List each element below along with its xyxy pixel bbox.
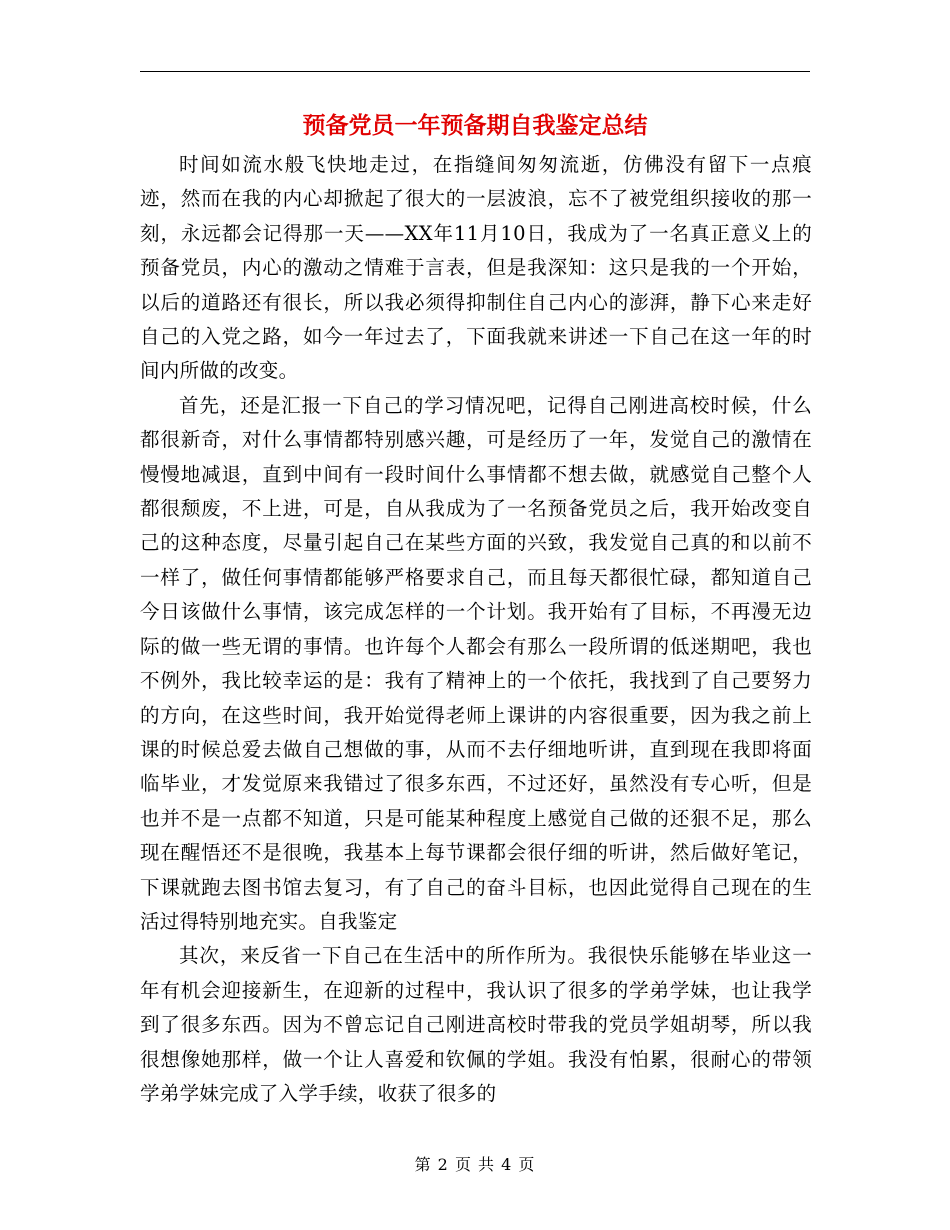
document-title: 预备党员一年预备期自我鉴定总结	[302, 112, 648, 139]
paragraph-study: 首先，还是汇报一下自己的学习情况吧，记得自己刚进高校时候，什么都很新奇，对什么事情都特别感兴趣，可是经历了一年，发觉自己的激情在慢慢地减退，直到中间有一段时间什么事情都不想去做，就感觉自己整个人都很颓废，不上进，可是，自从我成为了一名预备党员之后，我开始改变自己的这种态度，尽量引起自己在某些方面的兴致，我发觉自己真的和以前不一样了，做任何事情都能够严格要求自己，而且每天都很忙碌，都知道自己今日该做什么事情，该完成怎样的一个计划。我开始有了目标，不再漫无边际的做一些无谓的事情。也许每个人都会有那么一段所谓的低迷期吧，我也不例外，我比较幸运的是：我有了精神上的一个依托，我找到了自己要努力的方向，在这些时间，我开始觉得老师上课讲的内容很重要，因为我之前上课的时候总爱去做自己想做的事，从而不去仔细地听讲，直到现在我即将面临毕业，才发觉原来我错过了很多东西，不过还好，虽然没有专心听，但是也并不是一点都不知道，只是可能某种程度上感觉自己做的还狠不足，那么现在醒悟还不是很晚，我基本上每节课都会很仔细的听讲，然后做好笔记，下课就跑去图书馆去复习，有了自己的奋斗目标，也因此觉得自己现在的生活过得特别地充实。自我鉴定	[140, 393, 812, 933]
page-number: 第 2 页 共 4 页	[414, 1155, 536, 1174]
paragraph-intro: 时间如流水般飞快地走过，在指缝间匆匆流逝，仿佛没有留下一点痕迹，然而在我的内心却掀起了很大的一层波浪，忘不了被党组织接收的那一刻，永远都会记得那一天——XX年11月10日，我成为了一名真正意义上的预备党员，内心的激动之情难于言表，但是我深知：这只是我的一个开始，以后的道路还有很长，所以我必须得抑制住自己内心的澎湃，静下心来走好自己的入党之路，如今一年过去了，下面我就来讲述一下自己在这一年的时间内所做的改变。	[140, 153, 812, 383]
document-body	[140, 148, 812, 1111]
header-rule	[140, 71, 810, 72]
paragraph-life: 其次，来反省一下自己在生活中的所作所为。我很快乐能够在毕业这一年有机会迎接新生，在迎新的过程中，我认识了很多的学弟学妹，也让我学到了很多东西。因为不曾忘记自己刚进高校时带我的党员学姐胡琴，所以我很想像她那样，做一个让人喜爱和钦佩的学姐。我没有怕累，很耐心的带领学弟学妹完成了入学手续，收获了很多的	[140, 944, 812, 1105]
